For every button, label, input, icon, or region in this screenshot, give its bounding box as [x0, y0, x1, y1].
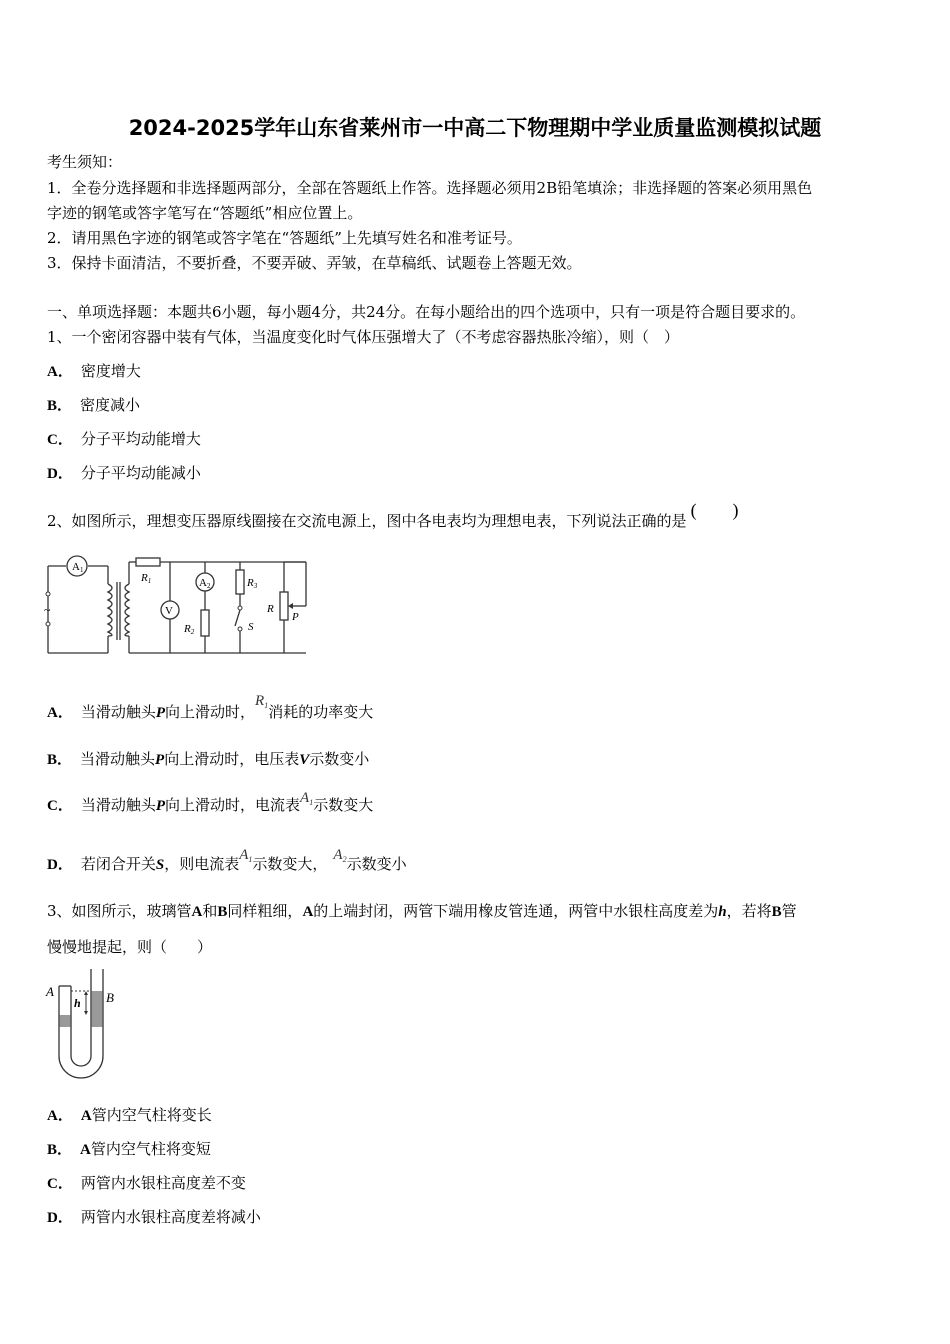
q3-stem-line-2: 慢慢地提起，则（ ） [47, 938, 213, 956]
q2-option-b-mid: 向上滑动时，电压表 [164, 750, 300, 768]
q3-option-c-text: 两管内水银柱高度差不变 [80, 1174, 246, 1192]
q3-option-b-label: B． [47, 1142, 73, 1158]
q3-option-b-text: 管内空气柱将变短 [90, 1140, 211, 1158]
q2-option-a-pre: 当滑动触头 [80, 703, 156, 721]
q3-stem-line-1: 3、如图所示，玻璃管A和B同样粗细，A的上端封闭，两管下端用橡皮管连通，两管中水银柱高度差为h，若将B管 [47, 902, 797, 920]
q3-option-b[interactable]: B． A管内空气柱将变短 [47, 1140, 211, 1158]
q2-option-d-symbol-2: $A_2$ [333, 847, 347, 864]
tube-b-label: B [106, 990, 114, 1005]
q2-option-c[interactable] [47, 790, 374, 821]
q3-option-a-text: 管内空气柱将变长 [91, 1106, 212, 1124]
r1-label: R1 [141, 572, 152, 585]
q2-option-d-mid2: 示数变大， [252, 855, 328, 873]
q2-stem: 2、如图所示，理想变压器原线圈接在交流电源上，图中各电表均为理想电表，下列说法正确的是 [47, 512, 687, 530]
q1-option-a-label: A． [47, 364, 73, 380]
q3-u-tube-diagram [44, 966, 124, 1084]
q2-option-b-v: V [299, 752, 310, 768]
q1-option-c[interactable] [47, 429, 201, 450]
q3-option-d-label: D． [47, 1210, 73, 1226]
ac-source-symbol: ~ [44, 603, 51, 617]
q2-option-b-post: 示数变小 [309, 750, 370, 768]
q2-option-d-post: 示数变小 [346, 855, 407, 873]
q2-option-a-mid: 向上滑动时， [165, 703, 256, 721]
q2-circuit-diagram [44, 548, 310, 660]
q1-option-b-text: 密度减小 [80, 396, 141, 414]
q3-option-a[interactable]: A． A管内空气柱将变长 [47, 1106, 212, 1124]
notice-item-1-cont: 字迹的钢笔或答字笔写在“答题纸”相应位置上。 [47, 204, 363, 222]
q1-option-d[interactable] [47, 463, 201, 484]
q2-option-d-symbol-1: $A_1$ [239, 847, 253, 864]
notice-item-3: 3．保持卡面清洁，不要折叠，不要弄破、弄皱，在草稿纸、试题卷上答题无效。 [47, 254, 582, 272]
q2-option-a[interactable] [47, 693, 374, 728]
q2-answer-paren: ( ) [690, 500, 739, 520]
q3-option-d-text: 两管内水银柱高度差将减小 [80, 1208, 261, 1226]
q1-option-c-label: C． [47, 432, 73, 448]
notice-item-1: 1．全卷分选择题和非选择题两部分，全部在答题纸上作答。选择题必须用2B铅笔填涂；非选择题的答案必须用黑色 [47, 179, 813, 197]
q1-option-b[interactable] [47, 395, 140, 416]
q2-option-b-label: B． [47, 752, 73, 768]
q2-option-c-post: 示数变大 [313, 796, 374, 814]
q2-option-a-post: 消耗的功率变大 [268, 703, 374, 721]
q3-option-d[interactable] [47, 1207, 261, 1228]
slider-p-label: P [292, 611, 299, 623]
q1-stem: 1、一个密闭容器中装有气体，当温度变化时气体压强增大了（不考虑容器热胀冷缩），则（ ） [47, 328, 680, 346]
q2-option-b[interactable] [47, 749, 369, 770]
tube-a-label: A [46, 984, 54, 999]
r3-label: R3 [247, 577, 258, 590]
r2-label: R2 [184, 623, 195, 636]
q2-option-b-p: P [155, 752, 165, 768]
q2-option-d-pre: 若闭合开关 [80, 855, 156, 873]
ammeter-a2-label: A2 [199, 577, 211, 590]
q1-option-d-text: 分子平均动能减小 [80, 464, 201, 482]
voltmeter-label: V [165, 605, 173, 617]
q1-option-c-text: 分子平均动能增大 [80, 430, 201, 448]
switch-s-label: S [248, 621, 254, 633]
q1-option-a-text: 密度增大 [80, 362, 141, 380]
q2-stem-line [47, 500, 739, 531]
section-heading: 一、单项选择题：本题共6小题，每小题4分，共24分。在每小题给出的四个选项中，只有一项是符合题目要求的。 [47, 303, 806, 321]
r-label: R [267, 603, 274, 615]
q2-option-c-symbol: $A_1$ [300, 790, 314, 807]
q1-option-a[interactable] [47, 361, 141, 382]
q3-option-c[interactable] [47, 1173, 246, 1194]
notice-item-2: 2．请用黑色字迹的钢笔或答字笔在“答题纸”上先填写姓名和准考证号。 [47, 229, 522, 247]
q2-option-d-s: S [155, 857, 165, 873]
q1-option-d-label: D． [47, 466, 73, 482]
q2-option-d[interactable] [47, 847, 407, 880]
q3-option-c-label: C． [47, 1176, 73, 1192]
q2-option-d-label: D． [47, 857, 73, 873]
q1-option-b-label: B． [47, 398, 73, 414]
q2-option-a-label: A． [47, 705, 73, 721]
q2-option-a-symbol: $R_1$ [255, 693, 269, 710]
notice-heading: 考生须知： [47, 153, 123, 171]
q2-option-c-pre: 当滑动触头 [80, 796, 156, 814]
q2-option-c-p: P [155, 798, 166, 814]
q2-option-d-mid: ，则电流表 [164, 855, 240, 873]
height-h-label: h [74, 996, 81, 1010]
q2-option-b-pre: 当滑动触头 [80, 750, 156, 768]
q2-option-c-mid: 向上滑动时，电流表 [165, 796, 301, 814]
q2-option-c-label: C． [47, 798, 73, 814]
q2-option-a-p: P [155, 705, 166, 721]
page-title: 2024-2025学年山东省莱州市一中高二下物理期中学业质量监测模拟试题 [128, 116, 822, 140]
q3-option-a-label: A． [47, 1108, 73, 1124]
ammeter-a1-label: A1 [72, 561, 84, 574]
